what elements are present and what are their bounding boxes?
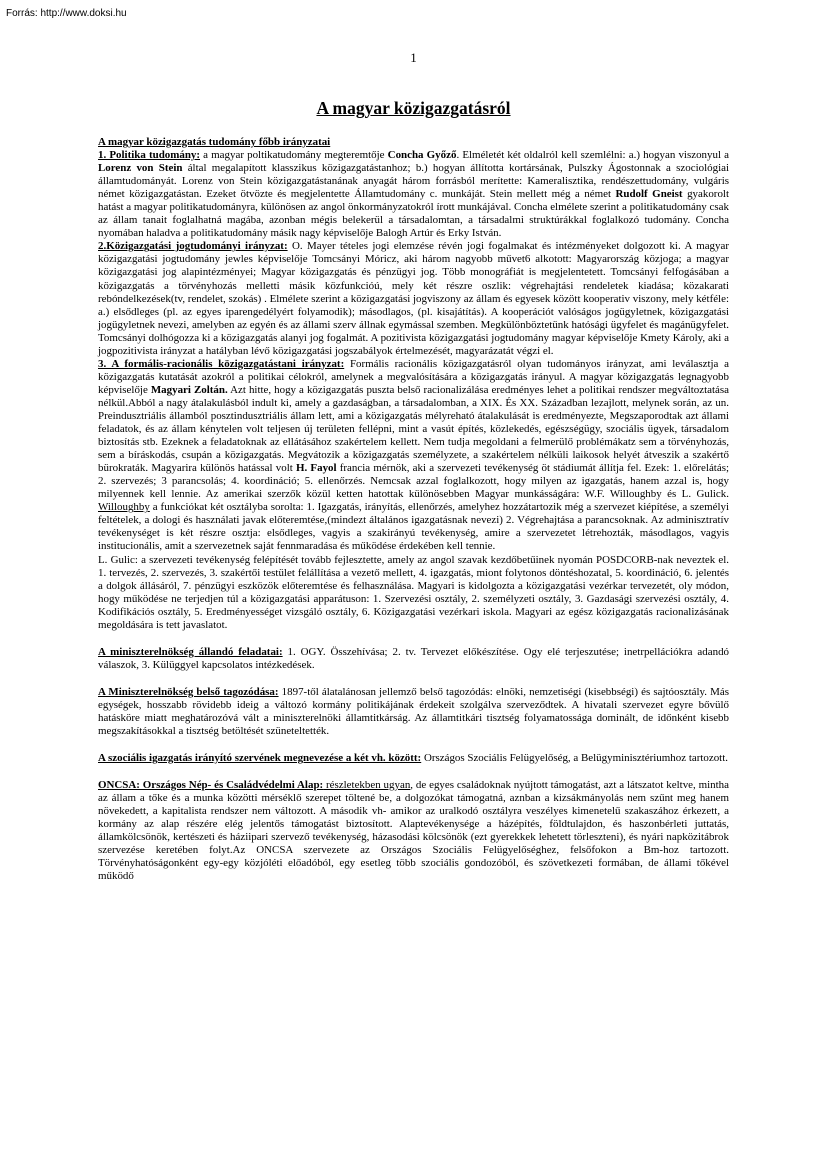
- page-title: A magyar közigazgatásról: [316, 98, 511, 118]
- source-label: Forrás: http://www.doksi.hu: [6, 8, 127, 19]
- name-fayol: H. Fayol: [295, 462, 337, 475]
- paragraph-text: francia mérnök, aki a szervezeti tevékenység öt stádiumát állítja fel. Ezek: 1. előrelátás; 2. szervezés; 3 parancsolás; 4. koordináció; 5. ellenőrzés. Nemcsak azzal foglalkozott, hogy milyen az igazgatás, hanem azzal is, hogy milyennek kell lennie. Az amerikai szerzők közül ketten hatottak különösebben Magyar munkásságára: W.F. Willoughby és L. Gulick.: [98, 462, 729, 501]
- paragraph-text: 1. OGY. Összehívása; 2. tv. Tervezet előkészítése. Ogy elé terjeszutése; inetrpellációkra adandó válaszok, 3. Külüggyel kapcsolatos intézkedések.: [98, 645, 730, 671]
- paragraph-jogtudomany: [98, 240, 729, 357]
- page-number: 1: [410, 50, 417, 65]
- name-magyari: Magyari Zoltán.: [150, 383, 228, 396]
- paragraph-text: O. Mayer tételes jogi elemzése révén jogi fogalmakat és intézményeket dolgozott ki. A magyar közigazgatási jogtudomány jewles képviselője Tomcsányi Móricz, aki három nagyobb művet6 alkotott: Magyarország közjoga; a magyar közigazgatási jog alapintézményei; Magyar közigazgatás és pénzügyi jog. Több monográfiát is megjelentetett. Tomcsányi felfogásában a közigazgatás a törvényhozás melletti másik közfunkcióú, mely két részre oszlik: végrehajtási rendeletek kiadása; közakarati rebóndelkezések(tv, rendelet, szokás) . Elmélete szerint a közigazgatási jogviszony az állam és egyesek között kooperativ viszony, mely kétféle: a.) elsődleges (pl. az egyes iparengedélyért folyamodik); másodlagos, (pl. kisajátítás). A kooperációt valóságos jogügyletnek, közigazgatási jogügyletnek nevezi, amelyben az egyén és az állami szerv állnak egymással szemben. Megkülönböztetünk hatósági ügyfelet és magánügyfelet. Tomcsányi dolhógozza ki a közigazgatás alanyi jog fogalmát. A pozitivista közigazgatási jogtudomány magyar képviselője Kmety Károly, aki a jogpozitivista irányzat a hatályban lévő közigazgatási jogszabályok értelmezését, magyarázatát végzi el.: [98, 240, 729, 357]
- paragraph-lead: ONCSA: Országos Nép- és Családvédelmi Alap:: [98, 779, 324, 792]
- paragraph-politikatudomany: [98, 149, 729, 240]
- paragraph-lead: A miniszterelnökség állandó feladatai:: [98, 645, 283, 658]
- name-gneist: Rudolf Gneist: [615, 188, 683, 201]
- name-concha: Concha Győző: [387, 149, 457, 162]
- document-body: [98, 136, 729, 883]
- paragraph-text: által megalapított klasszikus közigazgatástanhoz; b.) hogyan állította kortársának, Pulszky Ágostonnak a szociológiai államtudományát. Lorenz von Stein közigazgatástanának anyagát három forrásból merítette: Kameralisztika, rendészettudomány, vulgáris német közigazgatástan. Ezeket ötvözte és megjelentette Államtudomány c. munkáját. Stein mellett még a német: [98, 162, 729, 201]
- paragraph-miniszterelnokseg-tagozodasa: [98, 686, 729, 738]
- paragraph-text: a funkciókat két osztályba sorolta: 1. Igazgatás, irányítás, ellenőrzés, amelyhez hozzátartozik még a szervezet kiépítése, a személyi feltételek, a dologi és használati javak előteremtése,(mindezt általános igazgatásnak nevezi) 2. Végrehajtása a parancsoknak. Az adminisztratív tevékenységet is két részre osztja: elsődleges, vagyis a szakirányú tevékenység, amire a szervezetet létrehozták, másodlagos, vagyis institucionális, amit a szervezetnek saját fennmaradása és működése érdekében kell tennie.: [98, 501, 729, 553]
- paragraph-text: , de egyes családoknak nyújtott támogatást, azt a látszatot keltve, mintha az állam a tőke és a munka közötti mérséklő szerepet töltené be, a dolgozókat támogatná, aznban a kizsákmányolás nem szűnt meg hanem növekedett, a kapitalista rendszer nem változott. A második vh- amikor az uralkodó osztályra veszélyes kimenetelű szakaszához érkezett, a kormány az alap részére elég jelentős támogatást biztosított. Alaptevékenysége a házépítés, földtulajdon, és haszonbérleti juttatás, államkölcsönök, kertészeti és háziipari szervező tevékenység, házasodási kölcsönök (ezt gyerekkek lehetett törleszteni), és nyári napközitábrok szervezése keretében folyt.Az ONCSA szervezete az Országos Szociális Felügyelőséghez, felsőfokon a Bm-hoz tartozott. Törvényhatóságonként egy-egy közjóléti előadóból, egy esetleg több szociális gondozóból, és szövetkezeti formában, de állami tőkével működő: [98, 779, 729, 883]
- paragraph-text: 1897-től álatalánosan jellemző belső tagozódás: elnöki, nemzetiségi (kisebbségi) és sajtóosztály. Más egységek, hosszabb rövidebb ideig a változó kormány politikájának érdekeit szolgálva szerveződtek. A hivatali szervezet egyre bővülő hatásköre miatt meghatározóvá vált a miniszterelnöki államtitkárság. Az államtitkári tisztség folyamatossága dominált, de időnként kisebb megszakításokkal a tisztség betöltését szüneteltették.: [98, 685, 729, 738]
- paragraph-text: gyakorolt hatást a magyar politikatudományra, különösen az angol önkormányzatokról írott munkájával. Concha elmélete szerint a politikatudomány csak az állam tanait foglalhatná magába, azonban mégis belekerül a társadalomtan, a társadalmi struktúrákkal foglalkozó tudomány. Concha nyomában haladva a politikatudomány másik nagy képviselője Balogh Artúr és Erky István.: [98, 188, 729, 240]
- paragraph-formalis-racionalis: [98, 358, 729, 554]
- paragraph-lead: A Miniszterelnökség belső tagozódása:: [98, 685, 279, 698]
- paragraph-miniszterelnokseg-feladatai: [98, 646, 729, 672]
- paragraph-oncsa: [98, 779, 729, 883]
- paragraph-text: Országos Szociális Felügyelőség, a Belügyminisztériumhoz tartozott.: [421, 752, 728, 765]
- paragraph-gulic: L. Gulic: a szervezeti tevékenység felépítését tovább fejlesztette, amely az angol szavak kezdőbetűinek nyomán POSDCORB-nak neveztek el. 1. tervezés, 2. szervezés, 3. szakértői testület felállítása a vezető mellett, 4. igazgatás, miont folytonos döntéshozatal, 5. koordináció, 6. jelentés a dolgok állásáról, 7. pénzügyi eszközök előteremtése és felhasználása. Magyari is kidolgozta a közigazgatási vezérkar tervezetét, oly módon, hogy működése ne terjedjen túl a közigazgatási apparátuson: 1. Szervezési osztály, 2. személyzeti osztály, 3. Gazdasági szervezési osztály, 4. Kodifikációs osztály, 5. Eredményességet vizsgáló osztály, 6. Közigazgatási vezérkari iskola. Magyari az egész közigazgatás racionalizásának megoldására is tett javaslatot.: [98, 553, 729, 631]
- paragraph-text: Formális racionális közigazgatásról olyan tudományos irányzat, ami leválasztja a közigazgatás kutatását azokról a politikai célokról, amelynek a megvalósítására a közigazgatás irányul. A magyar közigazgatás legnagyobb képviselője: [98, 357, 729, 396]
- paragraph-lead: 3. A formális-racionális közigazgatástani irányzat:: [98, 357, 345, 370]
- paragraph-lead: 1. Politika tudomány:: [98, 149, 201, 162]
- section-heading: A magyar közigazgatás tudomány főbb irányzatai: [98, 136, 331, 148]
- paragraph-text: a magyar poltikatudomány megteremtője: [200, 149, 388, 162]
- paragraph-underlined: részletekben ugyan: [323, 779, 411, 792]
- paragraph-text: Azt hitte, hogy a közigazgatás puszta belső racionalizálása eredményes lehet a politikai rendszer megváltoztatása nélkül.Abból a nagy átalakulásból indult ki, amely a gazdaságban, a társadalomban, a XIX. És XX. Században lezajlott, melynek során, az un. Preindusztriális államból posztindusztriális állam lett, ami a közigazgatás mélyreható átalakulását is eredményezte, Megszaporodtak azt állami feladatok, és az állam kénytelen volt teljesen új területen fellépni, mint a vasút építés, közlekedés, egészségügy, szociális ügyek, társadalom biztosítás stb. Ezeknek a feladatoknak az ellátásához szakértelem kellett. Nem tudja megoldani a felmerülő problémákatz sem a törvényhozás, sem a bíráskodás, csupán a közigazgatás. Megvátozik a közigazgatás személyzete, a szakértelem nélküli laikosok helyét átveszik a szakértő bürokraták. Magyarira különös hatással volt: [98, 383, 729, 475]
- paragraph-lead: A szociális igazgatás irányító szervének megnevezése a két vh. között:: [98, 752, 422, 765]
- name-stein: Lorenz von Stein: [98, 162, 183, 175]
- name-willoughby: Willoughby: [98, 501, 150, 514]
- paragraph-lead: 2.Közigazgatási jogtudományi irányzat:: [98, 240, 288, 253]
- paragraph-szocialis-igazgatas: [98, 752, 729, 765]
- paragraph-text: . Elméletét két oldalról kell szemlélni: a.) hogyan viszonyul a: [456, 149, 729, 162]
